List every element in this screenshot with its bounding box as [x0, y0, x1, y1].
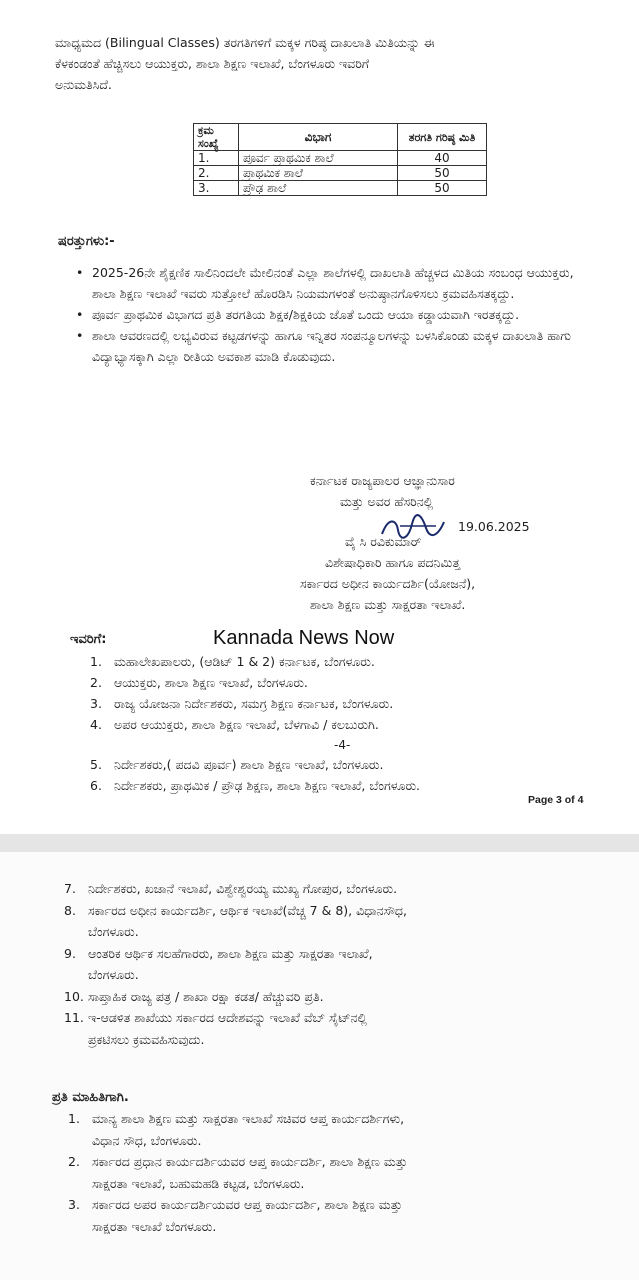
- list-item: [68, 1151, 407, 1173]
- col-serial-header: ಕ್ರಮ ಸಂಖ್ಯೆ: [194, 124, 239, 151]
- item-text: ಮಾನ್ಯ ಶಾಲಾ ಶಿಕ್ಷಣ ಮತ್ತು ಸಾಕ್ಷರತಾ ಇಲಾಖೆ ಸಚಿವರ ಆಪ್ತ ಕಾರ್ಯದರ್ಶಿಗಳು,: [92, 1111, 405, 1126]
- table-row: [194, 151, 487, 166]
- recipients-list: [90, 651, 393, 735]
- intro-paragraph: [55, 32, 435, 95]
- watermark-text: Kannada News Now: [213, 627, 395, 649]
- grade-limit-table: [193, 123, 487, 196]
- intro-line: ಕೆಳಕಂಡಂತೆ ಹೆಚ್ಚಿಸಲು ಆಯುಕ್ತರು, ಶಾಲಾ ಶಿಕ್ಷಣ ಇಲಾಖೆ, ಬೆಂಗಳೂರು ಇವರಿಗೆ: [55, 56, 370, 71]
- list-item: [64, 1007, 407, 1029]
- intro-line: ಮಾಧ್ಯಮದ (Bilingual Classes) ತರಗತಿಗಳಿಗೆ ಮಕ್ಕಳ ಗರಿಷ್ಠ ದಾಖಲಾತಿ ಮಿತಿಯನ್ನು ಈ: [55, 35, 435, 50]
- item-text: ಅಪರ ಆಯುಕ್ತರು, ಶಾಲಾ ಶಿಕ್ಷಣ ಇಲಾಖೆ, ಬೆಳಗಾವಿ / ಕಲಬುರುಗಿ.: [114, 717, 379, 732]
- item-number: 2.: [68, 1154, 80, 1169]
- list-item: [64, 943, 407, 965]
- signature-date: 19.06.2025: [458, 519, 530, 534]
- item-number: 8.: [64, 902, 76, 918]
- table-row: [194, 181, 487, 196]
- signature-line-2: ಮತ್ತು ಅವರ ಹೆಸರಿನಲ್ಲಿ: [340, 494, 434, 509]
- item-text: ರಾಜ್ಯ ಯೋಜನಾ ನಿರ್ದೇಶಕರು, ಸಮಗ್ರ ಶಿಕ್ಷಣ ಕರ್ನಾಟಕ, ಬೆಂಗಳೂರು.: [114, 696, 394, 711]
- item-number: 3.: [68, 1197, 80, 1212]
- item-text: ನಿರ್ದೇಶಕರು, ಖಜಾನೆ ಇಲಾಖೆ, ವಿಶ್ವೇಶ್ವರಯ್ಯ ಮುಖ್ಯ ಗೋಪುರ, ಬೆಂಗಳೂರು.: [88, 881, 398, 896]
- conditions-heading: ಷರತ್ತುಗಳು:-: [58, 234, 115, 249]
- signatory-name: ವೈ ಸಿ ರವಿಕುಮಾರ್: [345, 534, 422, 549]
- item-text: ಸಾಪ್ತಾಹಿಕ ರಾಜ್ಯ ಪತ್ರ / ಶಾಖಾ ರಕ್ಷಾ ಕಡತ/ ಹೆಚ್ಚುವರಿ ಪ್ರತಿ.: [88, 988, 324, 1004]
- item-text: ಸರ್ಕಾರದ ಪ್ರಧಾನ ಕಾರ್ಯದರ್ಶಿಯವರ ಆಪ್ತ ಕಾರ್ಯದರ್ಶಿ, ಶಾಲಾ ಶಿಕ್ಷಣ ಮತ್ತು: [92, 1154, 408, 1169]
- list-item: [64, 1029, 407, 1051]
- list-item: • ಪೂರ್ವ ಪ್ರಾಥಮಿಕ ವಿಭಾಗದ ಪ್ರತಿ ತರಗತಿಯ ಶಿಕ್ಷಕ/ಶಿಕ್ಷಕಿಯ ಜೊತೆ ಒಂದು ಆಯಾ ಕಡ್ಡಾಯವಾಗಿ ಇರತಕ್ಕದ್ದು.: [76, 304, 596, 325]
- item-number: 5.: [90, 757, 102, 772]
- item-text: ಬೆಂಗಳೂರು.: [88, 924, 139, 939]
- list-item: [64, 986, 407, 1008]
- item-number: 6.: [90, 778, 102, 793]
- list-item: [68, 1108, 407, 1130]
- recipients-list-continued: [90, 754, 420, 796]
- item-text: ಸರ್ಕಾರದ ಅಪರ ಕಾರ್ಯದರ್ಶಿಯವರ ಆಪ್ತ ಕಾರ್ಯದರ್ಶಿ, ಶಾಲಾ ಶಿಕ್ಷಣ ಮತ್ತು: [92, 1197, 403, 1212]
- item-number: 3.: [90, 696, 102, 711]
- page-marker: -4-: [334, 738, 351, 752]
- signature-line-1: ಕರ್ನಾಟಕ ರಾಜ್ಯಪಾಲರ ಆಜ್ಞಾನುಸಾರ: [310, 473, 455, 488]
- item-number: 2.: [90, 675, 102, 690]
- item-number: 11.: [64, 1010, 84, 1025]
- designation-line-3: ಶಾಲಾ ಶಿಕ್ಷಣ ಮತ್ತು ಸಾಕ್ಷರತಾ ಇಲಾಖೆ.: [310, 597, 466, 612]
- list-item: [64, 964, 407, 986]
- item-number: 10.: [64, 988, 84, 1004]
- intro-line: ಅನುಮತಿಸಿದೆ.: [55, 77, 112, 92]
- signature-block: [300, 470, 600, 615]
- list-item: [64, 900, 407, 922]
- item-text: ಆಂತರಿಕ ಆರ್ಥಿಕ ಸಲಹೆಗಾರರು, ಶಾಲಾ ಶಿಕ್ಷಣ ಮತ್ತು ಸಾಕ್ಷರತಾ ಇಲಾಖೆ,: [88, 945, 373, 961]
- page-number: Page 3 of 4: [528, 794, 584, 806]
- item-text: ವಿಧಾನ ಸೌಧ, ಬೆಂಗಳೂರು.: [92, 1132, 202, 1148]
- item-number: 9.: [64, 945, 76, 961]
- document-page-4: [0, 852, 639, 1280]
- cell-section: ಪೂರ್ವ ಪ್ರಾಥಮಿಕ ಶಾಲೆ: [239, 151, 398, 166]
- cell-section: ಪ್ರೌಢ ಶಾಲೆ: [239, 181, 398, 196]
- item-number: 1.: [90, 654, 102, 669]
- list-item: [90, 714, 393, 735]
- item-number: 7.: [64, 881, 76, 896]
- copy-heading: ಪ್ರತಿ ಮಾಹಿತಿಗಾಗಿ.: [52, 1090, 129, 1105]
- cell-section: ಪ್ರಾಥಮಿಕ ಶಾಲೆ: [239, 166, 398, 181]
- cell-serial: 3.: [194, 181, 239, 196]
- list-item: [90, 651, 393, 672]
- list-item: [90, 754, 420, 775]
- cell-limit: 50: [398, 166, 487, 181]
- item-text: ನಿರ್ದೇಶಕರು, ಪ್ರಾಥಮಿಕ / ಪ್ರೌಢ ಶಿಕ್ಷಣ, ಶಾಲಾ ಶಿಕ್ಷಣ ಇಲಾಖೆ, ಬೆಂಗಳೂರು.: [114, 778, 421, 793]
- copy-list: [68, 1108, 407, 1237]
- item-text: ಮಹಾಲೇಖಪಾಲರು, (ಆಡಿಟ್ 1 & 2) ಕರ್ನಾಟಕ, ಬೆಂಗಳೂರು.: [114, 654, 375, 669]
- cell-limit: 40: [398, 151, 487, 166]
- cell-serial: 1.: [194, 151, 239, 166]
- recipients-heading: ಇವರಿಗೆ:: [70, 632, 107, 647]
- col-limit-header: ತರಗತಿ ಗರಿಷ್ಠ ಮಿತಿ: [398, 124, 487, 151]
- conditions-list: [76, 262, 596, 367]
- list-item: • 2025-26ನೇ ಶೈಕ್ಷಣಿಕ ಸಾಲಿನಿಂದಲೇ ಮೇಲಿನಂತೆ ಎಲ್ಲಾ ಶಾಲೆಗಳಲ್ಲಿ ದಾಖಲಾತಿ ಹೆಚ್ಚಳದ ಮಿತಿಯ ಸಂಬಂಧ ಆಯುಕ್ತರು, ಶಾಲಾ ಶಿಕ್ಷಣ ಇಲಾಖೆ ಇವರು ಸುತ್ತೋಲೆ ಹೊರಡಿಸಿ ನಿಯಮಗಳಂತೆ ಅನುಷ್ಠಾನಗೊಳಿಸಲು ಕ್ರಮವಹಿಸತಕ್ಕದ್ದು.: [76, 262, 596, 304]
- item-text: ಸಾಕ್ಷರತಾ ಇಲಾಖೆ, ಬಹುಮಹಡಿ ಕಟ್ಟಡ, ಬೆಂಗಳೂರು.: [92, 1175, 305, 1191]
- table-header-row: [194, 124, 487, 151]
- list-item: [90, 775, 420, 796]
- list-item: • ಶಾಲಾ ಆವರಣದಲ್ಲಿ ಲಭ್ಯವಿರುವ ಕಟ್ಟಡಗಳನ್ನು ಹಾಗೂ ಇನ್ನಿತರ ಸಂಪನ್ಮೂಲಗಳನ್ನು ಬಳಸಿಕೊಂಡು ಮಕ್ಕಳ ದಾಖಲಾತಿ ಹಾಗು ವಿದ್ಯಾಭ್ಯಾಸಕ್ಕಾಗಿ ಎಲ್ಲಾ ರೀತಿಯ ಅವಕಾಶ ಮಾಡಿ ಕೊಡುವುದು.: [76, 325, 596, 367]
- handwritten-signature: [378, 514, 456, 542]
- list-item: [64, 878, 407, 900]
- list-item: [68, 1216, 407, 1238]
- cell-limit: 50: [398, 181, 487, 196]
- col-section-header: ವಿಭಾಗ: [239, 124, 398, 151]
- list-item: [64, 921, 407, 943]
- cell-serial: 2.: [194, 166, 239, 181]
- item-text: ಪ್ರಕಟಿಸಲು ಕ್ರಮವಹಿಸುವುದು.: [88, 1031, 205, 1047]
- item-text: ಇ-ಆಡಳಿತ ಶಾಖೆಯು ಸರ್ಕಾರದ ಆದೇಶವನ್ನು ಇಲಾಖೆ ವೆಬ್ ಸೈಟ್‌ನಲ್ಲಿ: [88, 1010, 367, 1025]
- designation-line-1: ವಿಶೇಷಾಧಿಕಾರಿ ಹಾಗೂ ಪದನಿಮಿತ್ತ: [325, 555, 461, 570]
- item-number: 4.: [90, 717, 102, 732]
- designation-line-2: ಸರ್ಕಾರದ ಅಧೀನ ಕಾರ್ಯದರ್ಶಿ(ಯೋಜನೆ),: [300, 576, 476, 591]
- item-text: ಬೆಂಗಳೂರು.: [88, 967, 139, 982]
- list-item: [68, 1173, 407, 1195]
- list-item: [90, 693, 393, 714]
- item-text: ಸಾಕ್ಷರತಾ ಇಲಾಖೆ ಬೆಂಗಳೂರು.: [92, 1218, 217, 1234]
- table-row: [194, 166, 487, 181]
- list-item: [90, 672, 393, 693]
- item-text: ಆಯುಕ್ತರು, ಶಾಲಾ ಶಿಕ್ಷಣ ಇಲಾಖೆ, ಬೆಂಗಳೂರು.: [114, 675, 308, 690]
- item-number: 1.: [68, 1111, 80, 1126]
- list-item: [68, 1130, 407, 1152]
- item-text: ಸರ್ಕಾರದ ಅಧೀನ ಕಾರ್ಯದರ್ಶಿ, ಆರ್ಥಿಕ ಇಲಾಖೆ(ವೆಚ್ಚ 7 & 8), ವಿಧಾನಸೌಧ,: [88, 902, 407, 918]
- item-text: ನಿರ್ದೇಶಕರು,( ಪದವಿ ಪೂರ್ವ) ಶಾಲಾ ಶಿಕ್ಷಣ ಇಲಾಖೆ, ಬೆಂಗಳೂರು.: [114, 757, 384, 772]
- recipients-list-page4: [64, 878, 407, 1050]
- page-separator: [0, 834, 639, 852]
- list-item: [68, 1194, 407, 1216]
